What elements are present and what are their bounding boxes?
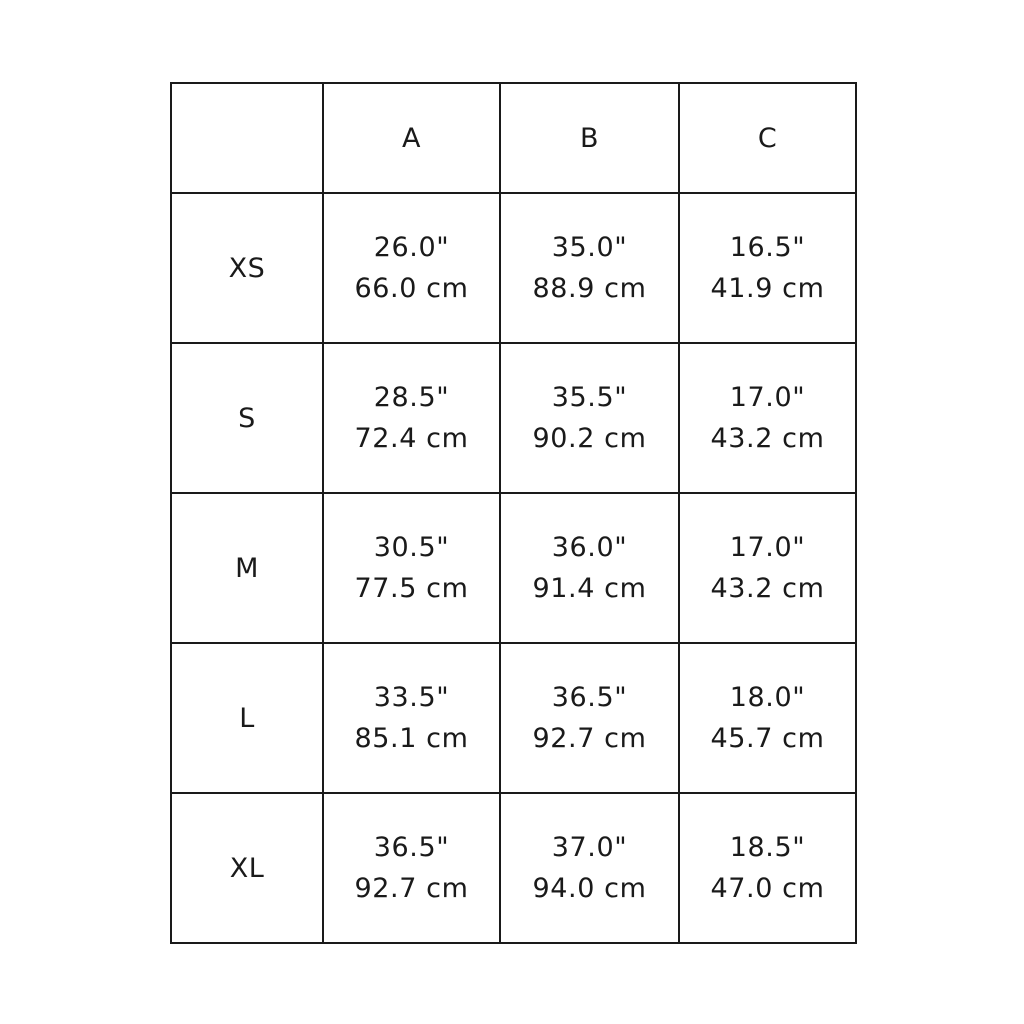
column-header-c: C (679, 83, 856, 193)
measurement-cell (679, 793, 856, 943)
measurement-cm: 88.9 cm (532, 273, 647, 304)
measurement-cell (500, 793, 679, 943)
table-row-s (171, 343, 856, 493)
measurement-inches: 16.5" (729, 232, 806, 263)
measurement-cell (323, 193, 500, 343)
measurement-cell (323, 643, 500, 793)
measurement-inches: 30.5" (373, 532, 450, 563)
size-label: XL (171, 793, 323, 943)
measurement-inches: 36.0" (551, 532, 628, 563)
size-label: S (171, 343, 323, 493)
measurement-cell (323, 343, 500, 493)
measurement-inches: 37.0" (551, 832, 628, 863)
measurement-cm: 85.1 cm (354, 723, 469, 754)
table-row-xl (171, 793, 856, 943)
measurement-cm: 43.2 cm (710, 423, 825, 454)
measurement-cell (500, 193, 679, 343)
measurement-inches: 28.5" (373, 382, 450, 413)
measurement-inches: 17.0" (729, 532, 806, 563)
measurement-cm: 66.0 cm (354, 273, 469, 304)
measurement-cm: 43.2 cm (710, 573, 825, 604)
table-row-m (171, 493, 856, 643)
measurement-cell (500, 343, 679, 493)
measurement-cell (500, 493, 679, 643)
corner-cell (171, 83, 323, 193)
table-row-xs (171, 193, 856, 343)
measurement-cm: 41.9 cm (710, 273, 825, 304)
size-chart-table (170, 82, 857, 944)
measurement-inches: 35.5" (551, 382, 628, 413)
column-header-b: B (500, 83, 679, 193)
measurement-cm: 91.4 cm (532, 573, 647, 604)
header-row (171, 83, 856, 193)
column-header-a: A (323, 83, 500, 193)
size-label: XS (171, 193, 323, 343)
measurement-inches: 36.5" (551, 682, 628, 713)
measurement-cm: 47.0 cm (710, 873, 825, 904)
size-label: L (171, 643, 323, 793)
measurement-cell (679, 493, 856, 643)
measurement-inches: 26.0" (373, 232, 450, 263)
measurement-inches: 35.0" (551, 232, 628, 263)
measurement-cm: 77.5 cm (354, 573, 469, 604)
measurement-cell (500, 643, 679, 793)
measurement-cm: 92.7 cm (532, 723, 647, 754)
measurement-cell (679, 193, 856, 343)
measurement-inches: 17.0" (729, 382, 806, 413)
measurement-cell (679, 643, 856, 793)
measurement-inches: 33.5" (373, 682, 450, 713)
measurement-cm: 72.4 cm (354, 423, 469, 454)
table-row-l (171, 643, 856, 793)
measurement-cm: 90.2 cm (532, 423, 647, 454)
measurement-inches: 18.5" (729, 832, 806, 863)
measurement-cm: 92.7 cm (354, 873, 469, 904)
measurement-cm: 94.0 cm (532, 873, 647, 904)
measurement-inches: 36.5" (373, 832, 450, 863)
measurement-inches: 18.0" (729, 682, 806, 713)
measurement-cell (679, 343, 856, 493)
measurement-cell (323, 793, 500, 943)
size-label: M (171, 493, 323, 643)
measurement-cell (323, 493, 500, 643)
measurement-cm: 45.7 cm (710, 723, 825, 754)
